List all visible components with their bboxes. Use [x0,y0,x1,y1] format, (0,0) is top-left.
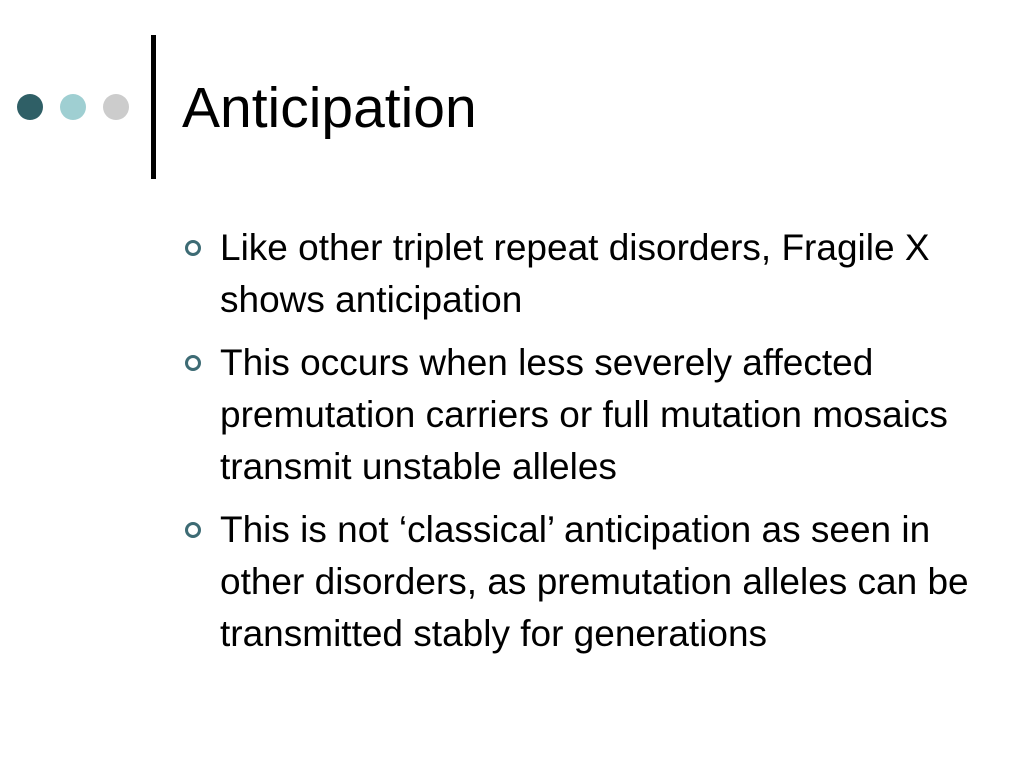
bullet-text: This is not ‘classical’ anticipation as seen in other disorders, as premutation alleles can be transmitted stably for generations [220,509,969,654]
decorative-dot-dark [17,94,43,120]
ring-bullet-icon [185,240,201,256]
bullet-list [183,222,998,671]
ring-bullet-icon [185,355,201,371]
bullet-item [183,222,998,326]
bullet-item [183,504,998,660]
slide-title: Anticipation [182,76,477,140]
bullet-text: This occurs when less severely affected premutation carriers or full mutation mosaics transmit unstable alleles [220,342,948,487]
decorative-dot-gray [103,94,129,120]
bullet-text: Like other triplet repeat disorders, Fragile X shows anticipation [220,227,930,320]
decorative-dot-teal [60,94,86,120]
ring-bullet-icon [185,522,201,538]
bullet-item [183,337,998,493]
title-divider [151,35,156,179]
